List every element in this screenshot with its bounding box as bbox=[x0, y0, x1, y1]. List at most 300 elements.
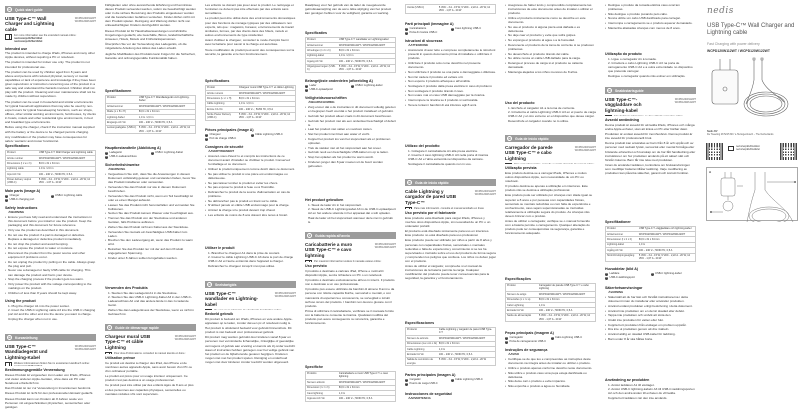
model-number: WCPD120W122WT bbox=[274, 295, 296, 299]
info-text bbox=[514, 163, 594, 164]
model-number: WCPD120W122WT bbox=[474, 193, 496, 197]
info-description: Para más información, consulte el manual ampliado en línea: bbox=[414, 207, 485, 209]
table-cell: 1,0 m / 2,0 m bbox=[238, 101, 296, 106]
product-title-block bbox=[5, 344, 96, 360]
table-cell: 83,6 x 31 x 34 mm bbox=[538, 297, 596, 302]
manual-section bbox=[205, 78, 296, 126]
list-item: • Nunca utilize um cabo USB danificado para carregar. bbox=[605, 16, 696, 20]
table-cell: 83,6 x 31 x 34 mm bbox=[138, 109, 196, 114]
list-item: • Interrompere la ricarica se il prodotto si surriscalda. bbox=[405, 98, 496, 102]
list-item: 1. Branchez le chargeur A1 dans la prise de courant. bbox=[208, 250, 281, 255]
manual-book-icon bbox=[728, 146, 734, 151]
list-item: • Utilize o produto apenas conforme descrito neste documento. bbox=[505, 366, 596, 370]
manual-section bbox=[405, 38, 496, 142]
manual-section bbox=[405, 178, 496, 209]
list-item: • Barn under 8 år ska hållas borta. bbox=[605, 337, 696, 341]
table-cell: 100 – 240 V~; 50/60 Hz, 0,5 A bbox=[438, 352, 496, 357]
list-item: 1. Anslut laddaren A1 till eluttaget. bbox=[608, 382, 655, 387]
table-cell: Câble Lightning bbox=[206, 101, 238, 106]
language-banner bbox=[205, 281, 296, 288]
part-number-badge: 1 bbox=[605, 272, 608, 275]
language-code-badge: sv bbox=[608, 90, 611, 92]
list-item: 2. Inserire il cavo lightning USB-C A3 nella porta di ricarica USB-C A2 e l'altra estremità nel dispositivo da caricare. bbox=[408, 153, 489, 162]
paragraph: El producto está diseñado únicamente para uso en interiores. Este producto no está diseñado para uso profesional. bbox=[405, 229, 490, 238]
section-heading: Parti principali (immagine A) bbox=[405, 22, 454, 26]
list-item: Koppla bort laddaren när den inte används. bbox=[608, 396, 668, 401]
table-cell: Dimensioner (l x b x h) bbox=[606, 237, 638, 242]
list-item: • Gebruik het product alleen zoals in dit document beschreven. bbox=[305, 114, 396, 118]
table-cell: 1,0 m / 2,0 m bbox=[138, 114, 196, 119]
language-code-badge: it bbox=[308, 235, 311, 237]
part-number-badge: 2 bbox=[505, 340, 508, 343]
part-number-badge: 1 bbox=[105, 151, 108, 154]
manual-section bbox=[5, 298, 96, 332]
cover-models: WCPD120W112WT / WCPD120W122WT bbox=[707, 49, 770, 53]
paragraph: The product is intended to charge iPads, iPhones and many other Apple devices, without requiring a PC or notebook. bbox=[5, 51, 95, 60]
manual-section bbox=[505, 330, 596, 346]
language-banner bbox=[5, 6, 96, 13]
part-item bbox=[351, 84, 397, 88]
table-cell: Dimensiones (La x An x Al) bbox=[407, 342, 437, 346]
paragraph: Dieses Produkt ist vorgesehen zum Laden von iPads, iPhones und vielen anderen Apple-Geräten, ohne dass ein PC oder Notebook erforderlich ist. bbox=[5, 372, 91, 385]
table-cell: Article number bbox=[6, 155, 38, 160]
cover-panel bbox=[706, 0, 798, 414]
list-item: 1. Enchufe el cargador A1 a la toma de corriente. bbox=[508, 105, 576, 110]
table-cell: Product bbox=[6, 150, 38, 155]
paragraph: Dieses Produkt kann von Kindern ab 8 Jahren sowie von Personen mit eingeschränkten physischen, sensorischen oder geistigen bbox=[5, 396, 91, 409]
manual-section bbox=[605, 377, 696, 409]
section-heading: Sicherheitshinweise bbox=[105, 163, 140, 167]
main-parts-list bbox=[405, 378, 496, 386]
table-cell: Produkt bbox=[106, 95, 138, 104]
table-cell: Lightning-Kabel bbox=[106, 114, 138, 119]
list-item: • Do not expose the product to water or moisture. bbox=[5, 246, 96, 250]
paragraph: Il prodotto è destinato a caricare iPad, iPhone e molti altri dispositivi Apple, senza richiedere un PC o un notebook. bbox=[305, 268, 384, 277]
specifications-table bbox=[405, 327, 496, 367]
table-cell: Dimensions (L x l x H) bbox=[206, 96, 238, 101]
manual-section bbox=[405, 3, 496, 20]
list-item: Débranchez le chargeur lorsqu'il n'est pas utilisé. bbox=[208, 264, 276, 269]
list-item: • Mantenga alejados a los niños menores de 8 años. bbox=[505, 70, 596, 74]
model-numbers bbox=[275, 291, 296, 307]
list-item: • Only use the product as described in this document. bbox=[5, 228, 96, 232]
paragraph: The product can be used in household and similar environments for typical household applications that may also be used by non-expert users for typical housekeeping functions, such as: shops, offices, other similar working environments, farmhouses, by clients in hotels, motels and other residential type environments, in bed and breakfast type environments. bbox=[5, 99, 96, 125]
list-item: • N'utilisez jamais un câble USB endommagé pour la charge. bbox=[205, 203, 296, 207]
manual-column bbox=[605, 0, 696, 410]
manual-section bbox=[105, 323, 196, 354]
manual-section bbox=[5, 188, 96, 204]
manual-section bbox=[605, 266, 696, 284]
paragraph: Prima di utilizzare il caricabatterie, verificare se il manuale fornito con la batteria ne consente la ricarica. Qualsiasi modifica del prodotto può avere conseguenze su sicurezza, garanzia e funzionamento. bbox=[305, 309, 394, 326]
paragraph: Dieses Produkt ist nicht für den professionellen Einsatz gedacht. bbox=[5, 391, 94, 396]
list-item: • Non utilizzare il prodotto se una parte è danneggiata o difettosa. bbox=[405, 70, 496, 74]
table-cell: Sortie Power Delivery (USB-C) bbox=[206, 112, 238, 121]
info-text bbox=[14, 362, 90, 366]
list-item: • Använd aldrig en skadad USB-kabel för laddning. bbox=[605, 332, 696, 336]
product-title-block bbox=[405, 189, 496, 205]
paragraph: Este producto está diseñado para cargar iPads, iPhones y muchos otros dispositivos Apple, sin necesidad de un PC o un ordenador portátil. bbox=[405, 215, 491, 228]
model-numbers bbox=[675, 97, 696, 113]
list-item: • Les enfants de moins de 8 ans doivent être tenus à l'écart. bbox=[205, 213, 296, 217]
section-heading: Huvuddelar (bild A) bbox=[605, 267, 639, 271]
product-title: USB Type-C™-väggladdare och lightning-kabel bbox=[605, 97, 642, 113]
banner-label: Kurzanleitung bbox=[15, 335, 38, 340]
paragraph: Il prodotto può essere utilizzato da bambini di almeno 8 anni e da persone con ridotte capacità fisiche, sensoriali o mentali, o con mancanza di esperienza e conoscenza, se sorvegliati o istruiti sull'uso sicuro del prodotto. I bambini non devono giocare con il prodotto. bbox=[305, 287, 395, 308]
part-number-badge: 2 bbox=[305, 88, 308, 91]
list-item: • Säkerställ att du har läst och förstått instruktionerna i detta dokument innan du installerar eller använder produkten. bbox=[605, 295, 696, 303]
list-item: • Laat het product niet vallen en voorkom stoten. bbox=[305, 127, 396, 131]
list-item: • No exponga el producto al agua o a la humedad. bbox=[505, 38, 596, 42]
table-cell: Prodotto bbox=[306, 371, 338, 380]
manual-section bbox=[205, 127, 296, 143]
table-cell: 1,0 m bbox=[538, 302, 596, 307]
list-item: 1. Stecken Sie das Ladegerät A1 in die Steckdose. bbox=[108, 290, 178, 295]
part-number-badge: 1 bbox=[5, 194, 8, 197]
manual-section bbox=[405, 320, 496, 371]
paragraph: Il prodotto è destinato esclusivamente all'uso in interni. Il prodotto non è destinato a un uso professionale. bbox=[305, 277, 395, 287]
paragraph: Jegliche Modifikation des Produkts kann Folgen für die Sicherheit, Garantie und ordnungsgemäße Funktionalität haben. bbox=[105, 51, 196, 60]
table-row bbox=[506, 283, 596, 292]
manual-section bbox=[505, 3, 596, 99]
steps-list bbox=[105, 291, 196, 317]
table-cell: 100 – 240 V~; 50/60 Hz, 0,5 A bbox=[538, 308, 596, 313]
product-title: Carregador de parede USB Type-C™ e cabo Lightning bbox=[505, 145, 553, 161]
manual-book-icon bbox=[5, 34, 12, 40]
manual-section bbox=[405, 210, 496, 319]
table-cell: 100 – 240 V~ ; 50/60 Hz, 0,5 A bbox=[238, 107, 296, 112]
language-banner bbox=[5, 334, 96, 341]
table-cell: 1,0 m bbox=[438, 346, 496, 351]
manual-section bbox=[305, 231, 396, 262]
section-heading: Consignes de sécurité bbox=[205, 145, 244, 149]
manual-section bbox=[5, 367, 96, 409]
manual-link[interactable] bbox=[14, 365, 90, 366]
table-cell: Dimensões (c x l x a) bbox=[506, 297, 538, 302]
table-cell: 1,0 m bbox=[338, 390, 396, 395]
table-cell: Cable Lightning y cargador de pared USB Type-C™ bbox=[438, 327, 496, 336]
table-cell: 83,6 x 31 x 34 mm bbox=[638, 237, 696, 242]
part-number-badge: 1 bbox=[405, 27, 408, 30]
list-item: • Ne débranchez pas le produit en tirant sur le câble. bbox=[205, 199, 296, 203]
product-title-block bbox=[5, 16, 96, 32]
online-manual-info bbox=[605, 115, 696, 116]
section-heading: Hauptbestandteile (Abbildung A) bbox=[105, 146, 161, 150]
table-row bbox=[6, 177, 96, 186]
warning-label: ⚠ ADVERTENCIA bbox=[408, 397, 496, 401]
section-heading: Istruzioni di sicurezza bbox=[405, 39, 443, 43]
list-item: • Do not drop the product and avoid bumping. bbox=[5, 242, 96, 246]
manual-section bbox=[105, 285, 196, 322]
section-heading: Partes principales (imagen A) bbox=[405, 373, 456, 377]
part-number-badge: 3 bbox=[251, 133, 253, 136]
table-cell: Lightning cable bbox=[6, 166, 38, 171]
steps-list bbox=[205, 251, 296, 269]
list-item: • Never use a damaged or faulty USB cable for charging. This can damage the product and harm your device. bbox=[5, 268, 96, 276]
info-description bbox=[614, 115, 683, 116]
warning-label: ⚠ WAARSCHUWING bbox=[308, 101, 396, 105]
part-number-badge: 2 bbox=[605, 276, 608, 279]
list-item: 1. Ligue o carregador A1 à tomada. bbox=[608, 56, 657, 61]
table-row bbox=[206, 112, 296, 121]
table-cell: Numero articolo bbox=[306, 380, 338, 385]
manual-section bbox=[105, 3, 196, 87]
model-number: WCPD120W112WT bbox=[574, 146, 596, 149]
table-cell: 100 – 240 V~; 50/60 Hz, 0.5 A bbox=[38, 172, 96, 177]
bullet-list bbox=[5, 215, 96, 295]
table-cell: Dimensions (l x w x h) bbox=[6, 161, 38, 166]
language-banner bbox=[505, 135, 596, 142]
list-item: • Mantenha afastadas crianças com menos de 8 anos. bbox=[605, 26, 696, 30]
online-manual-info bbox=[305, 260, 396, 262]
part-label: Cavo lightning USB-C bbox=[455, 26, 482, 30]
part-label: Caricabatterie bbox=[409, 26, 427, 30]
product-title: USB Type-C™ Wandladegerät und Lightning-Kabel bbox=[5, 344, 48, 360]
paragraph: Dit product is bedoeld om iPads, iPhones en vele andere Apple-apparaten op te laden, zonder dat een pc of notebook nodig is. bbox=[205, 316, 293, 325]
image-a-box bbox=[706, 167, 798, 221]
paragraph: Das Produkt ist nur zur Verwendung in Innenräumen bestimmt. bbox=[5, 386, 92, 391]
online-manual-info bbox=[5, 34, 96, 43]
section-heading: Specifiche bbox=[305, 365, 323, 369]
steps-list bbox=[505, 106, 596, 124]
part-label: USB-C Lightning-kabel bbox=[355, 83, 383, 87]
info-description: Per maggiori informazioni vedere il manuale esteso online: bbox=[314, 260, 382, 262]
table-cell: Cavo lightning bbox=[306, 390, 338, 395]
manual-section bbox=[505, 347, 596, 409]
list-item: • Não deixe cair o produto e evite impactos. bbox=[505, 379, 596, 383]
list-item: • Trennen Sie das Produkt von der Steckdose und anderen Geräten, falls Probleme auftreten. bbox=[105, 216, 196, 224]
manual-book-icon bbox=[5, 362, 12, 366]
section-heading: Användning av produkten bbox=[605, 378, 650, 382]
manual-section bbox=[505, 276, 596, 329]
table-cell: Salida de suministro de energía bbox=[406, 357, 438, 366]
part-item bbox=[605, 276, 651, 280]
model-numbers bbox=[375, 242, 396, 258]
table-row bbox=[106, 95, 196, 104]
list-item: Haal de lader uit het stopcontact wanneer deze niet in gebruik is. bbox=[308, 216, 393, 225]
part-number-badge: 2 bbox=[105, 155, 108, 158]
table-row bbox=[106, 125, 196, 134]
part-number-badge: 3 bbox=[451, 27, 453, 30]
part-number-badge: 1 bbox=[405, 378, 408, 381]
list-item: • Do not use the product if a part is damaged or defective. Replace a damaged or defective product immediately. bbox=[5, 233, 96, 241]
paragraph: Este produto pode ser utilizado por crianças com idade igual ou superior a 8 anos e por pessoas com capacidades físicas, sensoriais ou mentais reduzidas ou com falta de experiência e conhecimento, caso sejam supervisionadas ou instruídas relativamente à utilização segura do produto. As crianças não devem brincar com o produto. bbox=[505, 193, 593, 218]
table-cell: 100 – 240 V~; 50/60 Hz, 0,5 A bbox=[138, 120, 196, 125]
table-cell: Chargeur mural USB Type-C™ et câble Lightning bbox=[238, 86, 294, 90]
table-cell: Entrée CA Vin bbox=[206, 107, 238, 112]
table-cell: Cabo Lightning bbox=[506, 302, 538, 307]
manual-section bbox=[205, 144, 296, 244]
manual-section bbox=[405, 391, 496, 409]
part-label: Chargeur bbox=[209, 132, 221, 136]
paragraph: Denna produkt kan användas av barn från 8 år och uppåt och av personer med nedsatt fysisk, sensorisk eller mental förmåga eller bristande erfarenhet och kunskap om de har fått handledning eller instruktioner om hur produkten används på ett säkert sätt och förstår riskerna. Barn får inte leka med produkten. bbox=[605, 141, 696, 162]
table-cell: WCPD120W112WT / WCPD120W122WT bbox=[238, 90, 296, 95]
manual-section bbox=[305, 78, 396, 94]
table-cell: Artikelnummer bbox=[306, 42, 338, 47]
manual-column bbox=[305, 0, 396, 410]
list-item: 1. Collegare il caricabatterie A1 alla presa elettrica. bbox=[408, 148, 478, 153]
manual-section bbox=[305, 30, 396, 77]
list-item: • Koppla bort produkten från eluttaget om problem uppstår. bbox=[605, 323, 696, 327]
model-numbers bbox=[175, 334, 196, 350]
model-number: WCPD120W122WT bbox=[174, 338, 196, 342]
info-text bbox=[314, 260, 381, 262]
manual-book-icon bbox=[105, 352, 112, 354]
bullet-list bbox=[305, 105, 396, 168]
bullet-list bbox=[605, 295, 696, 341]
manual-section bbox=[605, 219, 696, 265]
manual-section bbox=[105, 355, 196, 409]
table-cell: 5 VDC - 3 A - 15 W; 9 VDC - 2.22 A - 20 W; 12 VDC - 1.67 A - 20 W bbox=[38, 177, 96, 186]
list-item: • Utilizzare il prodotto solo come descritto nel presente documento. bbox=[405, 61, 496, 69]
table-row bbox=[306, 64, 396, 73]
main-parts-list bbox=[305, 84, 396, 92]
warning-label: ⚠ WARNUNG bbox=[108, 168, 196, 172]
manual-section bbox=[205, 311, 296, 409]
section-heading: Verwenden des Produkts bbox=[105, 286, 148, 290]
list-item: 2. Steek de USB-C Lightning-kabel A3 in de USB-C-oplaadpoort A2 en het andere uiteinde in het apparaat dat u wilt opladen. bbox=[308, 207, 396, 216]
table-cell: Power delivery output (USB-C) bbox=[6, 177, 38, 186]
list-item: • Verwenden Sie das Produkt nicht, wenn ein Teil beschädigt ist oder es einen Mangel aufweist. bbox=[105, 194, 196, 202]
list-item: • Desconecte el producto de la toma de corriente si se producen problemas. bbox=[505, 43, 596, 51]
list-item: • Trek de stekker niet uit het stopcontact aan het snoer. bbox=[305, 146, 396, 150]
list-item: • Dra inte ut produkten genom att dra i kabeln. bbox=[605, 327, 696, 331]
part-item bbox=[105, 155, 151, 159]
steps-list bbox=[405, 149, 496, 167]
table-row bbox=[606, 253, 696, 262]
manual-link[interactable]: ned.is/wcpd120w112wt bbox=[14, 37, 43, 41]
manual-section bbox=[305, 197, 396, 230]
manual-section bbox=[5, 205, 96, 297]
table-cell: USB Type-C™ wandlader en Lightning-kabel bbox=[338, 37, 396, 42]
product-title: USB Type-C™ Wall Charger and Lightning cable bbox=[5, 16, 55, 32]
main-parts-list bbox=[5, 194, 96, 202]
part-label: Câble Lightning USB-C bbox=[255, 132, 283, 136]
model-number: WCPD120W112WT bbox=[374, 243, 396, 246]
warning-label: ⚠ AVERTISSEMENT bbox=[208, 150, 296, 154]
table-row bbox=[306, 371, 396, 380]
info-description bbox=[214, 309, 282, 310]
nedis-logo: nedis bbox=[707, 6, 734, 16]
list-item: 2. Insert the USB-C Lightning cable A3 into the USB-C charging port A2 and the other end into the device you want to charge. bbox=[8, 308, 96, 317]
manual-section bbox=[605, 117, 696, 218]
table-cell: 1.0 m / 2.0 m bbox=[38, 166, 96, 171]
table-cell: Número de artículo bbox=[406, 336, 438, 341]
qr-code[interactable] bbox=[706, 143, 723, 160]
list-item: • No utilice nunca un cable USB dañado para la carga. bbox=[505, 56, 596, 60]
section-heading: Utilização prevista bbox=[505, 166, 537, 170]
list-item: • Disconnect the product from the power source and other equipment if problems occur. bbox=[5, 251, 96, 259]
banner-label: Guia de início rápido bbox=[515, 136, 549, 141]
model-number: WCPD120W122WT bbox=[674, 101, 696, 105]
manual-section bbox=[505, 134, 596, 164]
paragraph: Ce produit peut être utilisé par des enfants âgés de 8 ans et plus et des personnes aux capacités physiques, sensorielles ou mentales réduites s'ils sont supervisés. bbox=[105, 383, 194, 396]
list-item: Scollegare il caricabatterie quando non in uso. bbox=[408, 162, 472, 167]
manual-link[interactable]: ned.is/wcpd120w122wt bbox=[14, 40, 43, 44]
section-heading: Safety instructions bbox=[5, 206, 38, 210]
section-heading: Main parts (image A) bbox=[5, 189, 41, 193]
manual-book-icon bbox=[405, 207, 412, 209]
qr-info bbox=[728, 146, 773, 152]
language-code-badge: nl bbox=[208, 284, 211, 286]
paragraph: O produto destina-se apenas a utilização em interiores. Este produto não se destina a utilização profissional. bbox=[505, 184, 588, 193]
part-label: Lader bbox=[309, 83, 317, 87]
list-item: • Non scollegare il prodotto tirando il cavo. bbox=[405, 89, 496, 93]
model-number: WCPD120W122WT bbox=[374, 246, 396, 250]
paragraph: Überprüfen Sie vor der Verwendung des Ladegeräts, ob die mitgelieferte Anleitung des Akkus das Laden erlaubt. bbox=[105, 42, 187, 51]
section-heading: Säkerhetsanvisningar bbox=[605, 286, 643, 290]
online-manual-info bbox=[205, 309, 296, 310]
list-item: Desenchufe el cargador cuando no lo utilice. bbox=[508, 119, 570, 124]
qr-code[interactable] bbox=[780, 143, 797, 160]
paragraph: Este producto puede ser utilizado por niños a partir de 8 años y personas con capacidades físicas, sensoriales o mentales reducidas o falta de experiencia y conocimiento si se les ha supervisado o instruido sobre el uso del producto de forma segura y comprenden los peligros que conlleva. Los niños no deben jugar con el producto. bbox=[405, 238, 496, 263]
list-item: • Non far cadere il prodotto ed evitare urti. bbox=[405, 75, 496, 79]
company-info bbox=[707, 130, 797, 136]
list-item: • Ziehen Sie das Produkt nicht am Kabel aus der Steckdose. bbox=[105, 225, 196, 229]
part-label: Porta de carregamento USB-C bbox=[509, 339, 547, 343]
manual-section bbox=[605, 285, 696, 376]
list-item: • Children of less than 8 years should be kept away. bbox=[5, 291, 96, 295]
table-cell: 5 VDC - 3 A - 15 W; 9 VDC - 2,22 A - 20 W bbox=[438, 357, 496, 366]
part-label: Puerto de carga USB-C bbox=[409, 381, 438, 385]
manual-section bbox=[305, 3, 396, 29]
part-label: USB-C Lightning cable bbox=[55, 193, 83, 197]
online-manual-info bbox=[405, 207, 496, 209]
paragraph: Produkten är endast avsedd för inomhusbruk. Denna produkt är inte avsedd för professionellt bruk. bbox=[605, 131, 693, 141]
part-number-badge: 3 bbox=[451, 378, 453, 381]
manual-column bbox=[405, 0, 496, 410]
list-item: • No desenchufe el producto tirando del cable. bbox=[505, 52, 596, 56]
table-cell: USB Type-C™ Wandladegerät und Lightning-Kabel bbox=[138, 95, 196, 104]
manual-section bbox=[605, 86, 696, 116]
part-number-badge: 3 bbox=[51, 194, 53, 197]
section-heading: Het product gebruiken bbox=[305, 198, 344, 202]
part-item bbox=[5, 198, 51, 202]
manual-book-icon bbox=[605, 115, 612, 116]
table-cell: USB Type-C™ Wall Charger and Lightning cable bbox=[38, 150, 96, 155]
banner-label: Guida rapida all'avvio bbox=[315, 233, 350, 238]
list-item: • Assurez-vous d'avoir lu et compris les instructions de ce document avant d'installer ou d'utiliser le produit. Conservez l'emballage et ce document. bbox=[205, 154, 296, 166]
banner-label: Snelstartgids bbox=[215, 282, 237, 287]
model-number: WCPD120W112WT bbox=[474, 190, 496, 193]
part-item bbox=[451, 27, 497, 31]
product-illustration bbox=[706, 56, 798, 120]
section-heading: Intended use bbox=[5, 46, 28, 51]
table-cell: Lightning-kabel bbox=[306, 53, 338, 58]
table-cell: Afmetingen (l x b x h) bbox=[306, 48, 338, 53]
table-cell: Eingangs-AC Vin bbox=[106, 120, 138, 125]
specifications-table bbox=[105, 95, 196, 135]
manual-section bbox=[505, 100, 596, 133]
list-item: • Utilisez le produit uniquement comme décrit dans ce document. bbox=[205, 167, 296, 171]
table-cell: Dimensioni (l x l x h) bbox=[306, 385, 338, 390]
language-code-badge: es bbox=[408, 182, 411, 184]
part-item bbox=[451, 378, 497, 382]
part-number-badge: 2 bbox=[5, 198, 8, 201]
part-item bbox=[505, 340, 551, 344]
part-label: Port de charge USB-C bbox=[209, 136, 237, 140]
paragraph: Fähigkeiten oder ohne ausreichende Erfahrung und Kenntnisse dieses Produkt verwendet werden, sofern sie beaufsichtigt werden oder in die sichere Benutzung des Produkts eingewiesen wurden und die bestehenden Gefahren verstehen. Kinder dürfen nicht mit dem Produkt spielen. Reinigung und Wartung dürfen nicht von unbeaufsichtigten Kindern durchgeführt werden. bbox=[105, 3, 196, 28]
list-item: • Lassen Sie das Produkt nicht herunterfallen und vermeiden Sie Kollisionen. bbox=[105, 203, 196, 211]
section-heading: Utilisation prévue bbox=[105, 356, 136, 360]
model-numbers bbox=[575, 145, 596, 161]
model-numbers bbox=[75, 344, 96, 360]
section-heading: Specifications bbox=[5, 144, 30, 148]
banner-label: Snabbstartsguide bbox=[615, 88, 644, 93]
table-cell: WCPD120W112WT / WCPD120W122WT bbox=[538, 292, 596, 297]
model-number: WCPD120W122WT bbox=[74, 20, 96, 24]
specifications-table bbox=[205, 85, 296, 122]
manual-section bbox=[205, 280, 296, 310]
